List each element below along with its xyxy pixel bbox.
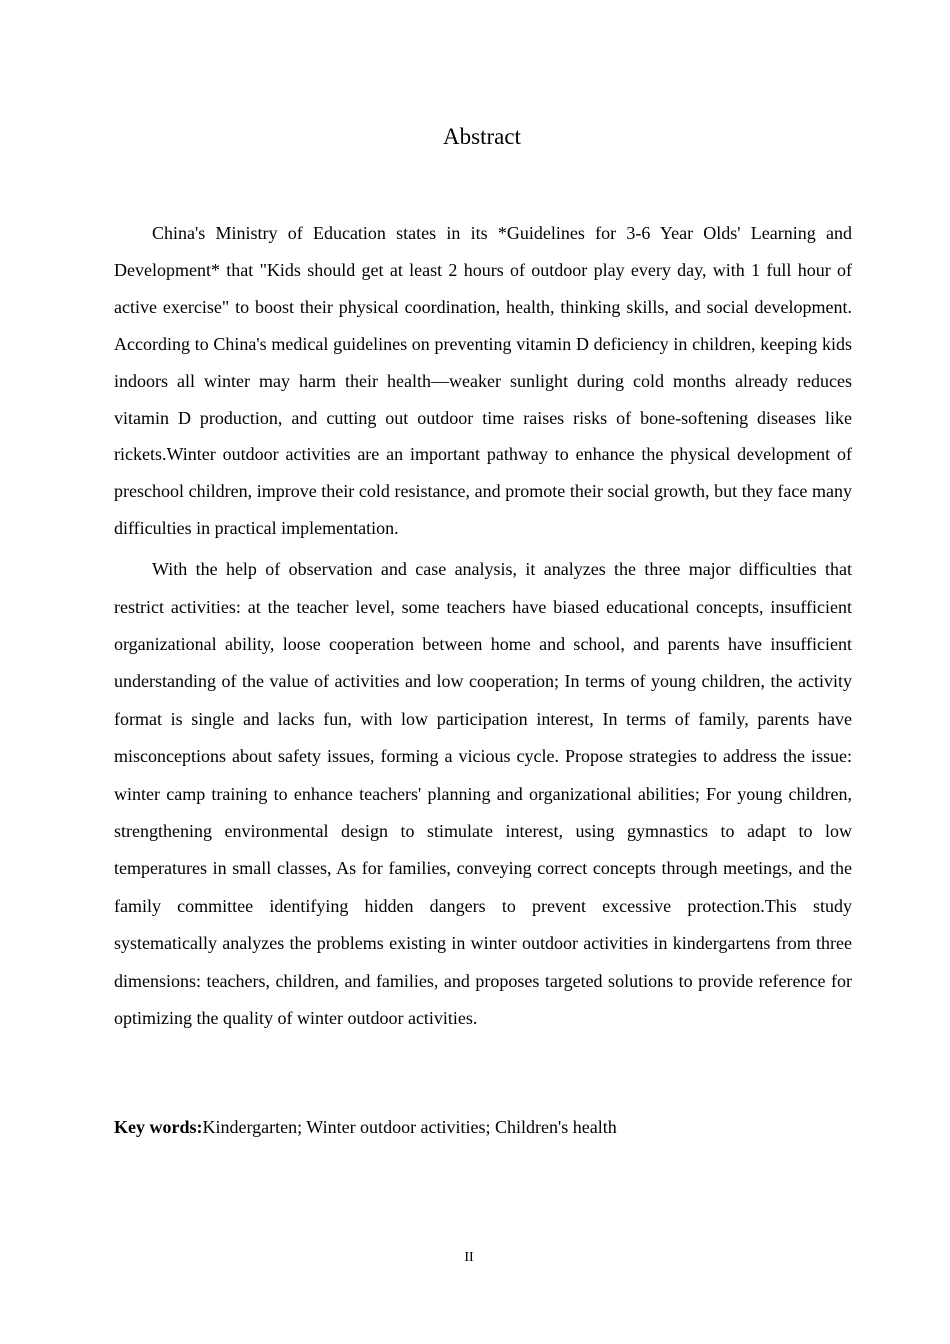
keywords-line [114, 1113, 852, 1141]
page-number: II [464, 1250, 474, 1265]
keywords-label: Key words: [114, 1117, 203, 1137]
abstract-paragraph-2: With the help of observation and case analysis, it analyzes the three major difficulties that restrict activities: at the teacher level, some teachers have biased educational concepts, insufficient organizational ability, loose cooperation between home and school, and parents have insufficient understanding of the value of activities and low cooperation; In terms of young children, the activity format is single and lacks fun, with low participation interest, In terms of family, parents have misconceptions about safety issues, forming a vicious cycle. Propose strategies to address the issue: winter camp training to enhance teachers' planning and organizational abilities; For young children, strengthening environmental design to stimulate interest, using gymnastics to adapt to low temperatures in small classes, As for families, conveying correct concepts through meetings, and the family committee identifying hidden dangers to prevent excessive protection.This study systematically analyzes the problems existing in winter outdoor activities in kindergartens from three dimensions: teachers, children, and families, and proposes targeted solutions to provide reference for optimizing the quality of winter outdoor activities. [114, 559, 852, 1029]
abstract-body [114, 215, 852, 1037]
keywords-value: Kindergarten; Winter outdoor activities; Children's health [202, 1117, 617, 1137]
abstract-title: Abstract [443, 124, 521, 149]
abstract-paragraph-1: China's Ministry of Education states in its *Guidelines for 3-6 Year Olds' Learning and Development* that "Kids should get at least 2 hours of outdoor play every day, with 1 full hour of active exercise" to boost their physical coordination, health, thinking skills, and social development. According to China's medical guidelines on preventing vitamin D deficiency in children, keeping kids indoors all winter may harm their health—weaker sunlight during cold months already reduces vitamin D production, and cutting out outdoor time raises risks of bone-softening diseases like rickets.Winter outdoor activities are an important pathway to enhance the physical development of preschool children, improve their cold resistance, and promote their social growth, but they face many difficulties in practical implementation. [114, 223, 852, 539]
